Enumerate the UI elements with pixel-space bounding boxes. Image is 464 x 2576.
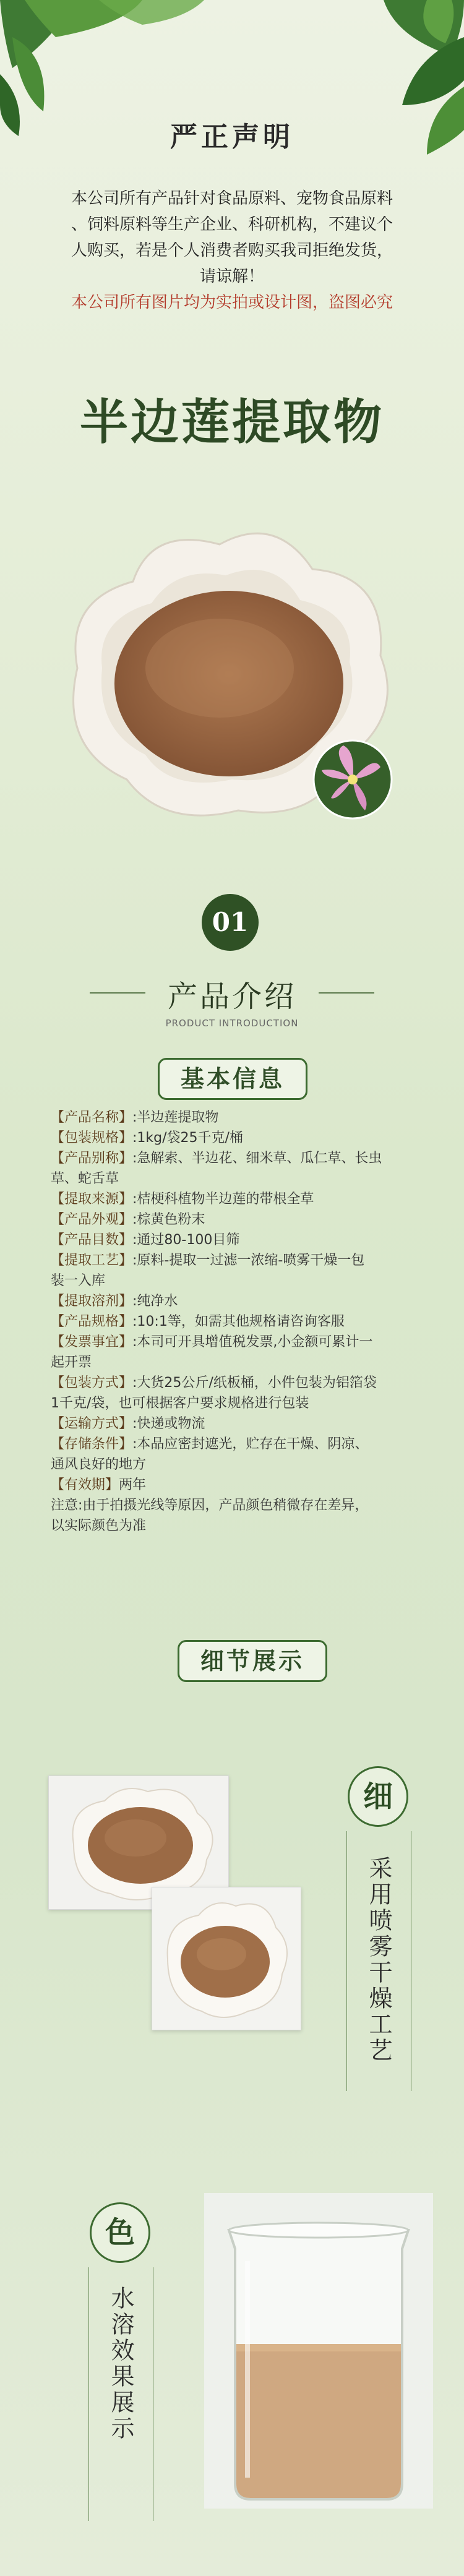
info-row: 【包装规格】:1kg/袋25千克/桶: [51, 1130, 243, 1146]
info-row: 【产品外观】:棕黄色粉末: [51, 1212, 205, 1227]
notice-line: 本公司所有产品针对食品原料、宠物食品原料: [71, 189, 393, 208]
info-row: 装一入库: [51, 1273, 106, 1289]
fine-process-text: 采用喷雾干燥工艺: [365, 1856, 392, 2064]
info-row: 【产品目数】:通过80-100目筛: [51, 1232, 240, 1248]
info-row: 【存储条件】:本品应密封遮光，贮存在干燥、阴凉、: [51, 1436, 369, 1452]
info-row: 【发票事宜】:本司可开具增值税发票,小金额可累计一: [51, 1334, 373, 1350]
info-row: 起开票: [51, 1355, 92, 1370]
fine-badge: 细: [348, 1766, 408, 1827]
info-row: 【提取来源】:桔梗科植物半边莲的带根全草: [51, 1191, 314, 1207]
basic-info-list: [51, 1107, 422, 1536]
detail-photo-2: [152, 1887, 301, 2030]
detail-bowl-image-2: [152, 1887, 301, 2030]
water-solution-text: 水溶效果展示: [107, 2286, 134, 2442]
info-row: 【提取溶剂】:纯净水: [51, 1294, 178, 1309]
info-row: 【包装方式】:大货25公斤/纸板桶，小件包装为铝箔袋: [51, 1375, 377, 1391]
beaker-solution-image: [204, 2193, 433, 2509]
info-row: 【有效期】两年: [51, 1477, 147, 1493]
notice-line: 、饲料原料等生产企业、科研机构，不建议个: [71, 215, 393, 234]
notice-warning: 本公司所有图片均为实拍或设计图，盗图必究: [71, 293, 393, 312]
note-line: 注意:由于拍摄光线等原因，产品颜色稍微存在差异，: [51, 1498, 369, 1513]
info-row: 【产品名称】:半边莲提取物: [51, 1110, 219, 1125]
color-badge-divider: [88, 2267, 89, 2521]
product-title: 半边莲提取物: [79, 395, 384, 450]
basic-info-heading: 基本信息: [158, 1058, 307, 1100]
intro-title-cn: 产品介绍: [167, 979, 296, 1014]
info-row: 【产品规格】:10:1等，如需其他规格请咨询客服: [51, 1314, 345, 1329]
fine-badge-divider: [346, 1831, 347, 2091]
notice-line: 请谅解！: [199, 267, 264, 286]
notice-title: 严正声明: [170, 121, 294, 153]
notice-body: [49, 186, 415, 316]
info-row: 通风良好的地方: [51, 1457, 147, 1472]
detail-heading: 细节展示: [178, 1640, 327, 1682]
intro-title-en: PRODUCT INTRODUCTION: [165, 1018, 299, 1029]
info-row: 【提取工艺】:原料-提取一过滤一浓缩-喷雾干燥一包: [51, 1253, 365, 1268]
flower-inset-image: [312, 739, 393, 820]
info-row: 【产品别称】:急解索、半边花、细米草、瓜仁草、长虫: [51, 1151, 382, 1166]
note-line: 以实际颜色为准: [51, 1518, 147, 1534]
info-row: 草、蛇舌草: [51, 1171, 119, 1187]
info-row: 【运输方式】:快递或物流: [51, 1416, 205, 1432]
section-number-badge: 01: [202, 894, 259, 951]
color-badge: 色: [90, 2202, 150, 2263]
info-row: 1千克/袋，也可根据客户要求规格进行包装: [51, 1396, 309, 1411]
notice-line: 人购买，若是个人消费者购买我司拒绝发货，: [71, 241, 393, 260]
